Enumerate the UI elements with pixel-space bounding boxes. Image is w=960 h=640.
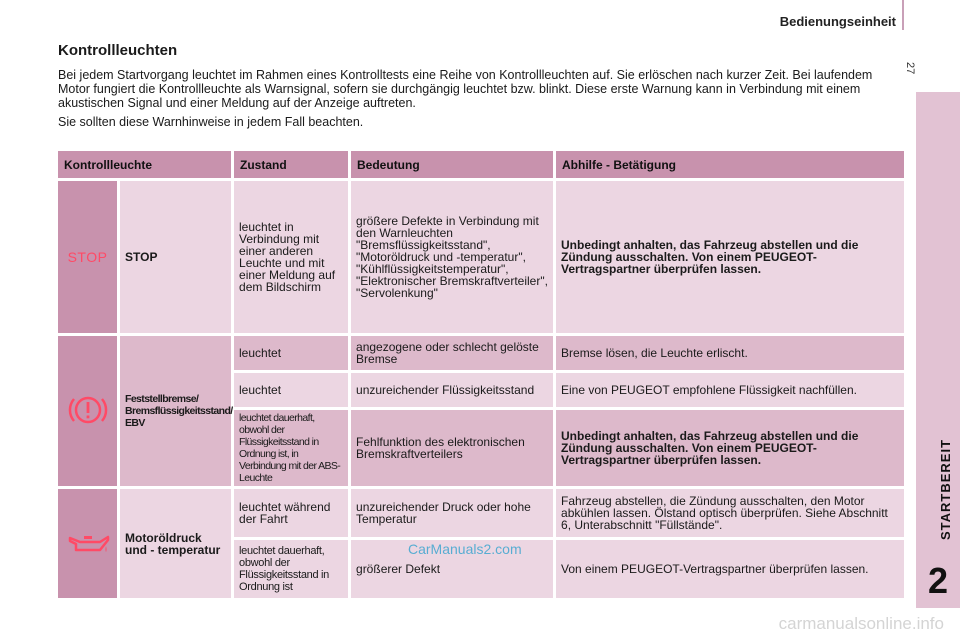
page-number: 27 [904, 62, 916, 75]
lamp-meaning: unzureichender Flüssigkeitsstand [348, 373, 553, 407]
chapter-label: STARTBEREIT [938, 438, 953, 540]
oil-pressure-icon [66, 528, 110, 558]
lamp-state: leuchtet während der Fahrt [231, 489, 348, 537]
column-header-lamp: Kontrollleuchte [58, 151, 231, 178]
lamp-action: Von einem PEUGEOT-Vertragspartner überprüfen lassen. [553, 540, 904, 598]
table-row-oil [58, 489, 904, 537]
header-title: Bedienungseinheit [779, 14, 896, 29]
column-header-meaning: Bedeutung [348, 151, 553, 178]
table-header-row [58, 151, 904, 178]
lamp-meaning: größere Defekte in Verbindung mit den Warnleuchten "Bremsflüssigkeitsstand", "Motoröldruck und -temperatur", "Kühlflüssigkeitstemperatur", "Elektronischer Bremskraftverteiler", "Servolenkung" [348, 181, 553, 333]
lamp-action: Bremse lösen, die Leuchte erlischt. [553, 336, 904, 370]
lamp-meaning: größerer Defekt [348, 540, 553, 598]
table-row-stop [58, 181, 904, 333]
chapter-number: 2 [927, 560, 949, 601]
lamp-name: Motoröldruck und - temperatur [117, 489, 231, 598]
intro-paragraph: Sie sollten diese Warnhinweise in jedem Fall beachten. [58, 115, 364, 129]
lamp-state: leuchtet dauerhaft, obwohl der Flüssigkeitsstand in Ordnung ist, in Verbindung mit der ABS-Leuchte [231, 410, 348, 486]
lamp-state: leuchtet in Verbindung mit einer anderen Leuchte und mit einer Meldung auf dem Bildschirm [231, 181, 348, 333]
watermark-center: CarManuals2.com [408, 541, 522, 557]
table-row-brake [58, 336, 904, 370]
warning-lamps-table [58, 148, 904, 601]
lamp-name: Feststellbremse/ Bremsflüssigkeitsstand/ EBV [117, 336, 231, 486]
lamp-state: leuchtet dauerhaft, obwohl der Flüssigkeitsstand in Ordnung ist [231, 540, 348, 598]
lamp-action: Fahrzeug abstellen, die Zündung ausschalten, den Motor abkühlen lassen. Ölstand optisch überprüfen. Siehe Abschnitt 6, Unterabschnitt "Füllstände". [553, 489, 904, 537]
watermark-footer: carmanualsonline.info [778, 614, 944, 633]
lamp-state: leuchtet [231, 373, 348, 407]
column-header-state: Zustand [231, 151, 348, 178]
lamp-action: Unbedingt anhalten, das Fahrzeug abstellen und die Zündung ausschalten. Von einem PEUGEOT-Vertragspartner überprüfen lassen. [553, 410, 904, 486]
stop-icon-cell [58, 181, 117, 333]
lamp-action: Eine von PEUGEOT empfohlene Flüssigkeit nachfüllen. [553, 373, 904, 407]
header-divider [902, 0, 904, 30]
lamp-action: Unbedingt anhalten, das Fahrzeug abstellen und die Zündung ausschalten. Von einem PEUGEOT-Vertragspartner überprüfen lassen. [553, 181, 904, 333]
lamp-meaning: angezogene oder schlecht gelöste Bremse [348, 336, 553, 370]
lamp-name: STOP [117, 181, 231, 333]
lamp-state: leuchtet [231, 336, 348, 370]
lamp-meaning: Fehlfunktion des elektronischen Bremskraftverteilers [348, 410, 553, 486]
intro-text [58, 68, 898, 134]
lamp-meaning: unzureichender Druck oder hohe Temperatur [348, 489, 553, 537]
oil-icon-cell [58, 489, 117, 598]
section-title: Kontrollleuchten [58, 42, 178, 59]
brake-icon-cell [58, 336, 117, 486]
brake-warning-icon [68, 390, 108, 430]
column-header-action: Abhilfe - Betätigung [553, 151, 904, 178]
intro-paragraph: Bei jedem Startvorgang leuchtet im Rahmen eines Kontrolltests eine Reihe von Kontrollleuchten auf. Sie erlöschen nach kurzer Zeit. Bei laufendem Motor fungiert die Kontrollleuchte als Warnsignal, sofern sie durchgängig leuchtet bzw. blinkt. Diese erste Warnung kann in Verbindung mit einem akustischen Signal und einer Meldung auf der Anzeige auftreten. [58, 68, 873, 110]
stop-warning-icon: STOP [67, 248, 108, 265]
